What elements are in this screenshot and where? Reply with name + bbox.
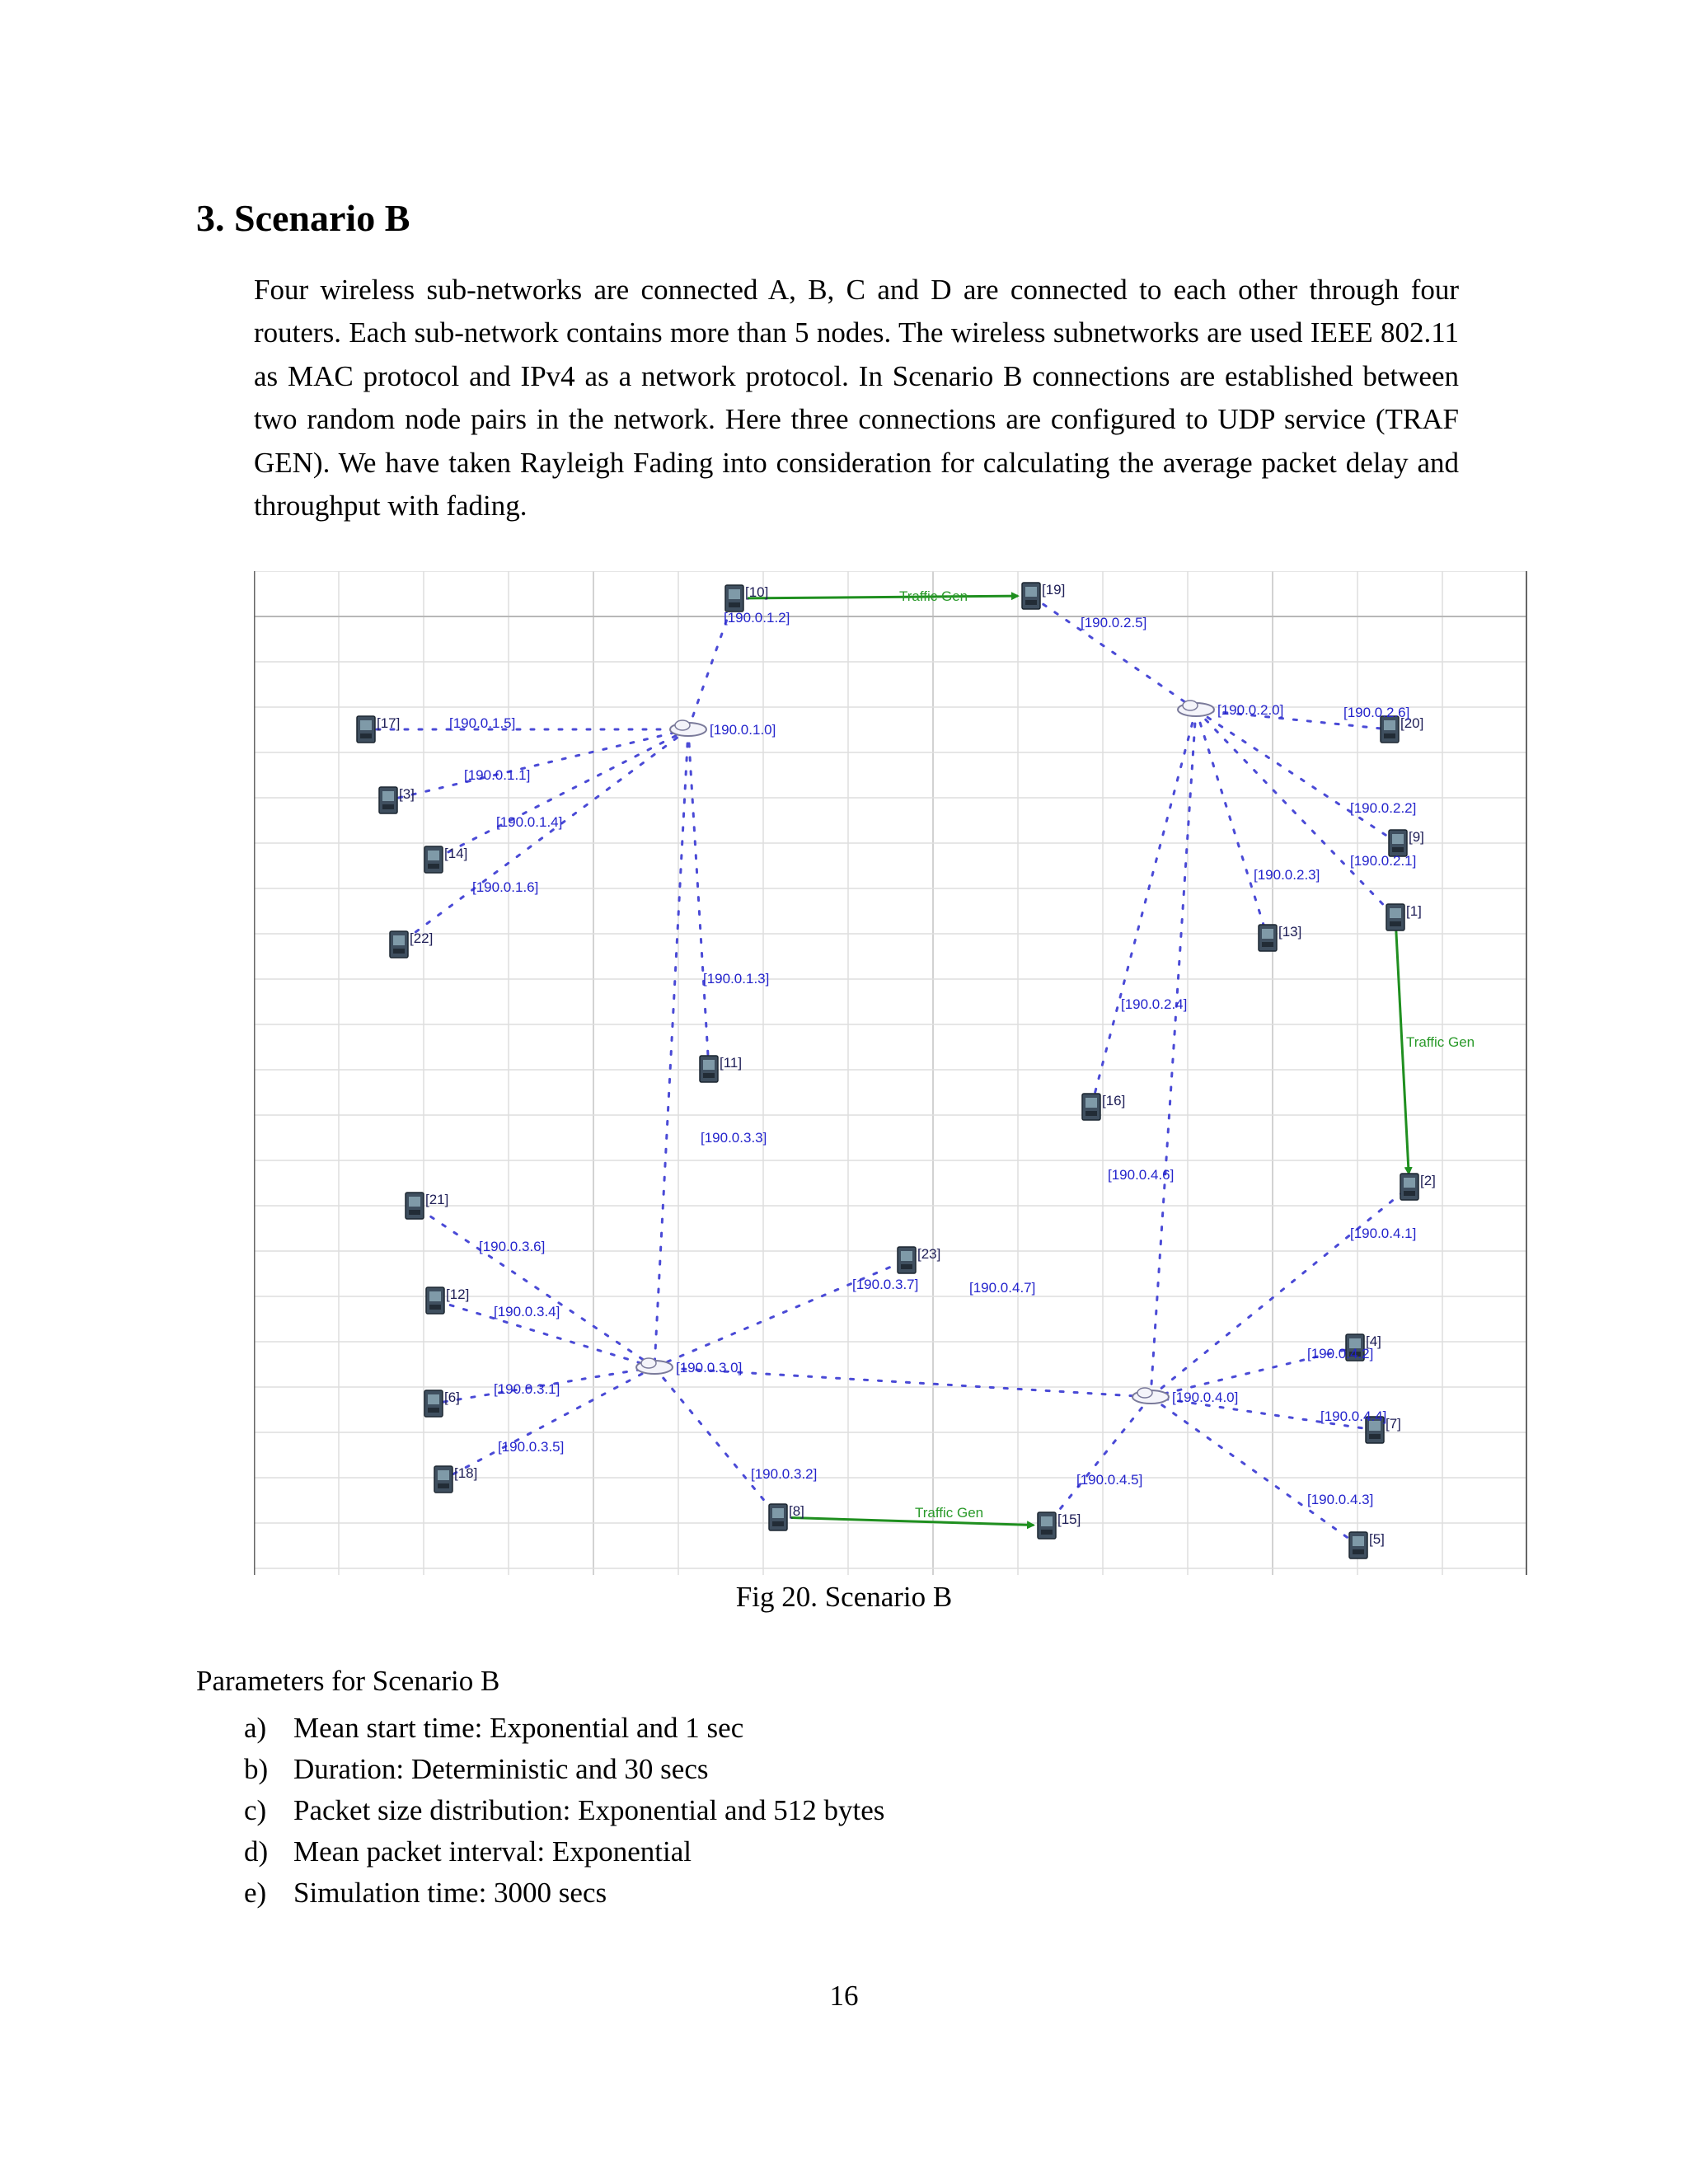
router-label: [190.0.1.0]: [710, 722, 776, 738]
node-ip-label: [190.0.1.6]: [472, 879, 539, 895]
extra-ip-label: [190.0.4.7]: [969, 1280, 1036, 1296]
parameter-item: [244, 1872, 884, 1914]
device-keys-icon: [393, 949, 405, 954]
device-keys-icon: [1353, 1549, 1364, 1554]
node-id-label: [13]: [1278, 924, 1302, 940]
node-id-label: [6]: [444, 1390, 460, 1405]
device-screen-icon: [901, 1251, 912, 1261]
network-topology-diagram: [254, 571, 1527, 1575]
parameter-item: [244, 1708, 884, 1749]
traffic-gen-label: Traffic Gen: [899, 588, 968, 604]
node-id-label: [19]: [1042, 582, 1066, 598]
device-screen-icon: [1384, 720, 1395, 730]
device-keys-icon: [1041, 1530, 1053, 1535]
device-screen-icon: [428, 851, 439, 860]
extra-ip-label: [190.0.4.6]: [1108, 1167, 1175, 1183]
node-ip-label: [190.0.3.6]: [479, 1239, 546, 1254]
device-screen-icon: [1390, 908, 1401, 918]
router-icon-part: [675, 720, 690, 730]
device-screen-icon: [1404, 1178, 1415, 1188]
parameter-text: Packet size distribution: Exponential and 512 bytes: [293, 1794, 885, 1826]
node-ip-label: [190.0.4.2]: [1307, 1346, 1374, 1361]
device-screen-icon: [729, 589, 740, 599]
node-ip-label: [190.0.2.5]: [1081, 615, 1147, 630]
router: [636, 1358, 742, 1376]
node-id-label: [10]: [745, 584, 769, 600]
device-screen-icon: [703, 1060, 715, 1070]
node-ip-label: [190.0.4.3]: [1307, 1492, 1374, 1507]
node-id-label: [2]: [1420, 1173, 1436, 1188]
device-screen-icon: [429, 1291, 441, 1301]
node-ip-label: [190.0.2.2]: [1350, 800, 1417, 816]
diagram-background: [254, 571, 1527, 1575]
router: [1132, 1388, 1238, 1405]
parameter-text: Simulation time: 3000 secs: [293, 1877, 607, 1909]
device-keys-icon: [360, 733, 372, 738]
device-screen-icon: [1025, 587, 1037, 597]
parameter-item: [244, 1790, 884, 1831]
node-ip-label: [190.0.1.2]: [724, 610, 790, 626]
node-ip-label: [190.0.2.3]: [1254, 867, 1320, 883]
router: [670, 720, 776, 738]
parameter-marker: b): [244, 1753, 269, 1785]
figure-caption: Fig 20. Scenario B: [735, 1581, 953, 1613]
paragraph-line: Four wireless sub-networks are connected A, B, C and D are connected to each other through: [254, 274, 1400, 306]
node-ip-label: [190.0.3.2]: [751, 1466, 818, 1482]
device-keys-icon: [772, 1521, 784, 1526]
parameter-item: [244, 1749, 884, 1790]
device-keys-icon: [1404, 1191, 1415, 1196]
device-screen-icon: [360, 720, 372, 730]
node-id-label: [4]: [1366, 1333, 1381, 1349]
device-keys-icon: [438, 1483, 449, 1488]
node-id-label: [20]: [1400, 715, 1424, 731]
section-heading: 3. Scenario B: [196, 197, 410, 239]
node-ip-label: [190.0.2.6]: [1343, 705, 1410, 720]
router-label: [190.0.2.0]: [1217, 702, 1284, 718]
node-id-label: [14]: [444, 846, 468, 861]
parameter-text: Mean start time: Exponential and 1 sec: [293, 1712, 744, 1744]
node-id-label: [11]: [720, 1055, 743, 1071]
paragraph-line: connections are configured to UDP service (TRAF GEN). We have taken Rayleigh Fading: [254, 403, 1460, 479]
router-icon-part: [1183, 701, 1198, 710]
paragraph-line: four routers. Each sub-network contains more than 5 nodes. The wireless subnetworks are: [254, 274, 1459, 349]
node-id-label: [12]: [446, 1286, 470, 1302]
device-screen-icon: [428, 1394, 439, 1404]
node-ip-label: [190.0.1.5]: [449, 715, 516, 731]
device-keys-icon: [1262, 942, 1273, 947]
paragraph-line: into consideration for calculating the average packet delay and throughput with fading.: [254, 446, 1460, 523]
section-paragraph: [254, 269, 1459, 527]
node-ip-label: [190.0.3.4]: [494, 1304, 560, 1319]
device-screen-icon: [1392, 834, 1404, 844]
parameters-list: [244, 1708, 884, 1914]
node-id-label: [3]: [399, 786, 415, 802]
parameter-text: Mean packet interval: Exponential: [293, 1835, 692, 1868]
parameter-marker: d): [244, 1835, 269, 1868]
device-screen-icon: [772, 1508, 784, 1518]
node-id-label: [7]: [1386, 1416, 1401, 1432]
node-ip-label: [190.0.1.4]: [496, 814, 563, 830]
router-label: [190.0.4.0]: [1172, 1390, 1239, 1405]
device-keys-icon: [1369, 1434, 1381, 1439]
parameters-title: Parameters for Scenario B: [196, 1665, 500, 1697]
node-id-label: [21]: [425, 1192, 449, 1207]
node-id-label: [17]: [377, 715, 401, 731]
router-icon-part: [641, 1358, 656, 1368]
traffic-gen-label: Traffic Gen: [915, 1505, 984, 1521]
node-ip-label: [190.0.3.7]: [852, 1277, 919, 1292]
device-keys-icon: [409, 1210, 420, 1215]
device-screen-icon: [409, 1197, 420, 1207]
device-keys-icon: [703, 1073, 715, 1078]
node-id-label: [16]: [1102, 1093, 1126, 1108]
device-keys-icon: [429, 1305, 441, 1310]
parameter-marker: a): [244, 1712, 267, 1744]
device-screen-icon: [438, 1470, 449, 1480]
device-keys-icon: [382, 804, 394, 809]
node-ip-label: [190.0.2.1]: [1350, 853, 1417, 869]
parameter-marker: c): [244, 1794, 267, 1826]
router-icon-part: [1137, 1388, 1152, 1398]
node-ip-label: [190.0.3.1]: [494, 1381, 560, 1397]
device-keys-icon: [428, 1408, 439, 1413]
node-id-label: [23]: [917, 1246, 941, 1262]
node-id-label: [1]: [1406, 903, 1422, 919]
device-keys-icon: [428, 864, 439, 869]
traffic-gen-label: Traffic Gen: [1406, 1034, 1475, 1050]
device-keys-icon: [1390, 921, 1401, 926]
device-keys-icon: [901, 1264, 912, 1269]
node-id-label: [8]: [789, 1503, 804, 1519]
node-ip-label: [190.0.4.5]: [1076, 1472, 1143, 1488]
device-screen-icon: [1353, 1536, 1364, 1546]
node-ip-label: [190.0.2.4]: [1121, 996, 1188, 1012]
router-label: [190.0.3.0]: [676, 1360, 743, 1376]
node-ip-label: [190.0.4.4]: [1320, 1408, 1387, 1424]
node-ip-label: [190.0.1.3]: [703, 971, 770, 987]
device-screen-icon: [1041, 1516, 1053, 1526]
node-ip-label: [190.0.1.1]: [464, 767, 531, 783]
paragraph-line: connections are established between two random node pairs in the network. Here three: [254, 359, 1459, 436]
device-screen-icon: [382, 791, 394, 801]
node-id-label: [18]: [454, 1465, 478, 1481]
device-keys-icon: [1384, 733, 1395, 738]
parameter-text: Duration: Deterministic and 30 secs: [293, 1753, 709, 1785]
page-number: 16: [829, 1980, 859, 2012]
node-id-label: [5]: [1369, 1531, 1385, 1547]
device-screen-icon: [1085, 1098, 1097, 1108]
node-id-label: [22]: [410, 930, 434, 946]
paragraph-line: used IEEE 802.11 as MAC protocol and IPv4 as a network protocol. In Scenario B: [254, 316, 1459, 392]
device-screen-icon: [1262, 929, 1273, 939]
router: [1178, 701, 1283, 718]
device-screen-icon: [393, 935, 405, 945]
network-topology-figure: [254, 571, 1527, 1575]
device-keys-icon: [1085, 1111, 1097, 1116]
device-keys-icon: [1392, 847, 1404, 852]
device-keys-icon: [729, 602, 740, 607]
node-id-label: [9]: [1409, 829, 1424, 845]
extra-ip-label: [190.0.3.3]: [701, 1130, 767, 1146]
parameter-item: [244, 1831, 884, 1872]
node-ip-label: [190.0.4.1]: [1350, 1226, 1417, 1241]
parameter-marker: e): [244, 1877, 267, 1909]
node-id-label: [15]: [1057, 1511, 1081, 1527]
node-ip-label: [190.0.3.5]: [498, 1439, 565, 1455]
device-keys-icon: [1025, 600, 1037, 605]
